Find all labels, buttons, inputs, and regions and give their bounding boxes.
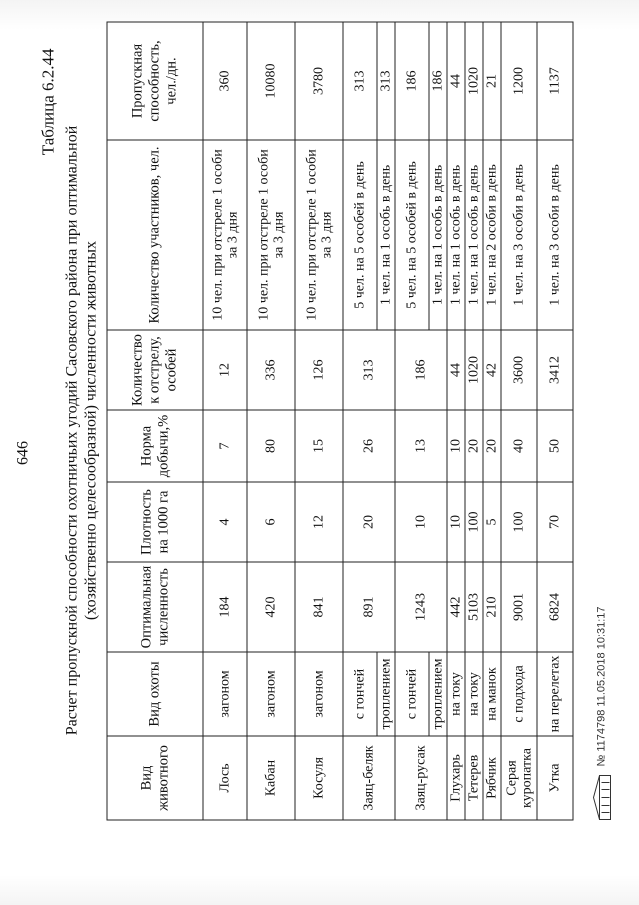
cell-hunt: на перелетах — [537, 652, 573, 736]
cell-quota: 7 — [203, 410, 247, 482]
cell-animal: Косуля — [295, 736, 343, 820]
cell-optimal: 9001 — [501, 562, 537, 652]
table-label: Таблица 6.2.44 — [38, 48, 57, 155]
cell-density: 70 — [537, 482, 573, 562]
capacity-table — [106, 21, 573, 820]
cell-cull: 3600 — [501, 330, 537, 410]
cell-hunt: загоном — [295, 652, 343, 736]
cell-hunt: загоном — [247, 652, 295, 736]
table-row — [203, 22, 247, 820]
header-animal: Вид животного — [107, 736, 203, 820]
cell-participants: 1 чел. на 1 особь в день — [377, 140, 395, 330]
cell-density: 20 — [343, 482, 395, 562]
table-row — [395, 22, 429, 820]
cell-capacity: 360 — [203, 22, 247, 140]
cell-cull: 12 — [203, 330, 247, 410]
cell-optimal: 841 — [295, 562, 343, 652]
cell-quota: 20 — [465, 410, 483, 482]
cell-quota: 40 — [501, 410, 537, 482]
cell-optimal: 5103 — [465, 562, 483, 652]
cell-participants: 10 чел. при отстреле 1 особи за 3 дня — [203, 140, 247, 330]
cell-animal: Заяц-беляк — [343, 736, 395, 820]
cell-optimal: 184 — [203, 562, 247, 652]
cell-hunt: с гончей — [343, 652, 377, 736]
table-row — [501, 22, 537, 820]
table-row — [343, 22, 377, 820]
page-number: 646 — [14, 440, 31, 465]
cell-quota: 20 — [483, 410, 501, 482]
table-row — [483, 22, 501, 820]
header-quota: Норма добычи,% — [107, 410, 203, 482]
cell-density: 100 — [465, 482, 483, 562]
title-line-2: (хозяйственно целесообразной) численности животных — [82, 240, 99, 620]
cell-animal: Тетерев — [465, 736, 483, 820]
cell-cull: 126 — [295, 330, 343, 410]
cell-capacity: 21 — [483, 22, 501, 140]
cell-density: 5 — [483, 482, 501, 562]
cell-animal: Лось — [203, 736, 247, 820]
cell-cull: 42 — [483, 330, 501, 410]
cell-capacity: 1137 — [537, 22, 573, 140]
cell-participants: 1 чел. на 1 особь в день — [429, 140, 447, 330]
table-row — [295, 22, 343, 820]
cell-hunt: троплением — [429, 652, 447, 736]
cell-quota: 50 — [537, 410, 573, 482]
cell-optimal: 442 — [447, 562, 465, 652]
cell-optimal: 420 — [247, 562, 295, 652]
cell-quota: 80 — [247, 410, 295, 482]
cell-capacity: 10080 — [247, 22, 295, 140]
cell-participants: 10 чел. при отстреле 1 особи за 3 дня — [247, 140, 295, 330]
cell-animal: Рябчик — [483, 736, 501, 820]
header-cull: Количество к отстрелу, особей — [107, 330, 203, 410]
cell-density: 12 — [295, 482, 343, 562]
building-seal-icon — [591, 774, 611, 820]
cell-participants: 1 чел. на 1 особь в день — [447, 140, 465, 330]
cell-optimal: 6824 — [537, 562, 573, 652]
cell-quota: 13 — [395, 410, 447, 482]
header-participants: Количество участников, чел. — [107, 140, 203, 330]
cell-participants: 10 чел. при отстреле 1 особи за 3 дня — [295, 140, 343, 330]
cell-capacity: 186 — [429, 22, 447, 140]
cell-hunt: троплением — [377, 652, 395, 736]
cell-density: 6 — [247, 482, 295, 562]
cell-participants: 5 чел. на 5 особей в день — [343, 140, 377, 330]
cell-participants: 1 чел. на 1 особь в день — [465, 140, 483, 330]
cell-animal: Кабан — [247, 736, 295, 820]
cell-hunt: с подхода — [501, 652, 537, 736]
cell-capacity: 1200 — [501, 22, 537, 140]
stamp-number: № 1174798 11.05.2018 10:31:17 — [595, 605, 607, 766]
table-row — [537, 22, 573, 820]
cell-capacity: 313 — [343, 22, 377, 140]
title-line-1: Расчет пропускной способности охотничьих угодий Сасовского района при оптимальной — [63, 125, 80, 735]
cell-density: 10 — [447, 482, 465, 562]
cell-participants: 5 чел. на 5 особей в день — [395, 140, 429, 330]
cell-optimal: 1243 — [395, 562, 447, 652]
cell-animal: Серая куропатка — [501, 736, 537, 820]
cell-participants: 1 чел. на 3 особи в день — [501, 140, 537, 330]
cell-quota: 15 — [295, 410, 343, 482]
cell-capacity: 313 — [377, 22, 395, 140]
cell-quota: 26 — [343, 410, 395, 482]
document-stamp — [590, 606, 612, 820]
cell-cull: 186 — [395, 330, 447, 410]
document-title — [62, 45, 100, 815]
cell-participants: 1 чел. на 2 особи в день — [483, 140, 501, 330]
cell-density: 100 — [501, 482, 537, 562]
cell-capacity: 44 — [447, 22, 465, 140]
cell-participants: 1 чел. на 3 особи в день — [537, 140, 573, 330]
cell-cull: 313 — [343, 330, 395, 410]
cell-animal: Глухарь — [447, 736, 465, 820]
table-row — [465, 22, 483, 820]
cell-animal: Заяц-русак — [395, 736, 447, 820]
table-row — [447, 22, 465, 820]
cell-capacity: 3780 — [295, 22, 343, 140]
cell-hunt: на току — [447, 652, 465, 736]
table-header-row — [107, 22, 203, 820]
cell-density: 10 — [395, 482, 447, 562]
header-optimal: Оптимальная численность — [107, 562, 203, 652]
cell-optimal: 891 — [343, 562, 395, 652]
header-capacity: Пропускная способность, чел./дн. — [107, 22, 203, 140]
cell-animal: Утка — [537, 736, 573, 820]
header-hunt-type: Вид охоты — [107, 652, 203, 736]
cell-capacity: 186 — [395, 22, 429, 140]
cell-quota: 10 — [447, 410, 465, 482]
cell-cull: 336 — [247, 330, 295, 410]
cell-hunt: с гончей — [395, 652, 429, 736]
cell-density: 4 — [203, 482, 247, 562]
cell-cull: 3412 — [537, 330, 573, 410]
cell-cull: 44 — [447, 330, 465, 410]
cell-capacity: 1020 — [465, 22, 483, 140]
cell-hunt: загоном — [203, 652, 247, 736]
cell-hunt: на току — [465, 652, 483, 736]
table-row — [247, 22, 295, 820]
cell-hunt: на манок — [483, 652, 501, 736]
cell-cull: 1020 — [465, 330, 483, 410]
header-density: Плотность на 1000 га — [107, 482, 203, 562]
cell-optimal: 210 — [483, 562, 501, 652]
